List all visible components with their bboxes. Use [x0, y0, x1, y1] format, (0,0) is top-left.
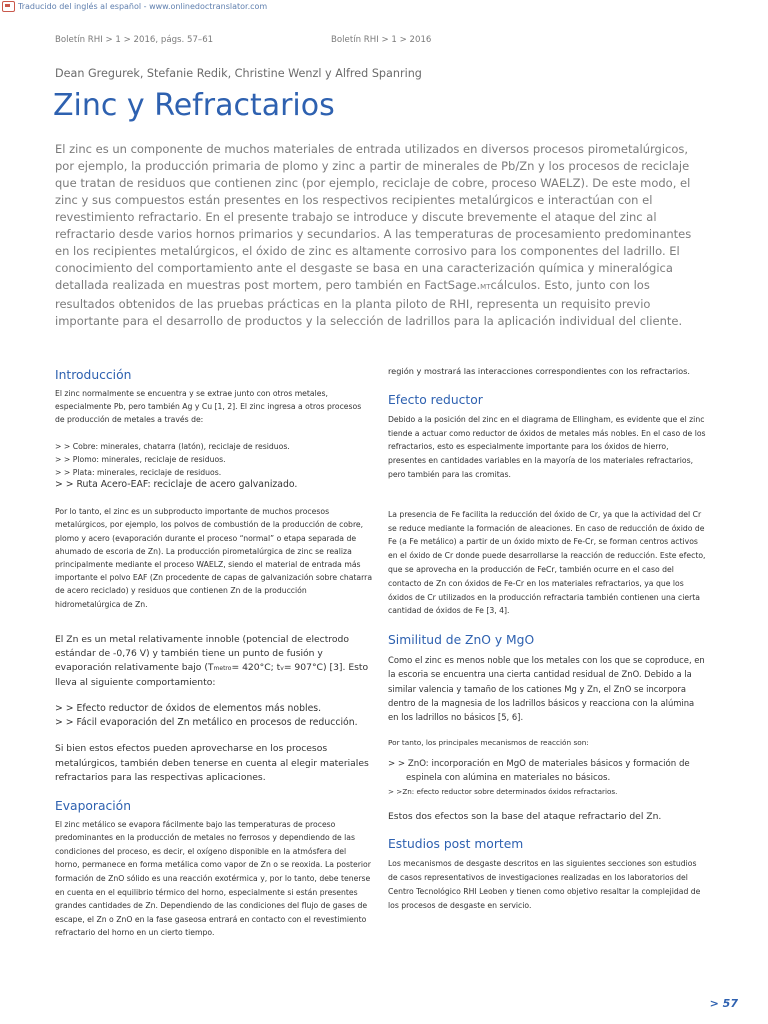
zinc-sources-list	[55, 440, 373, 492]
reductor-paragraph-2: La presencia de Fe facilita la reducción del óxido de Cr, ya que la actividad del Cr se reduce mediante la formación de aleaciones. En caso de reducción de óxido de Fe (a Fe metálico) a partir de un óxido mixto de Fe-Cr, se forman centros activos en el óxido de Cr donde puede desarrollarse la reacción de reducción. Este efecto, que se aprovecha en la producción de FeCr, también ocurre en el caso del contacto de Zn con óxidos de Fe-Cr en los materiales refractarios, ya que los óxidos de Cr utilizados en la producción refractaria también contienen una cierta cantidad de óxidos de Fe [3, 4].	[388, 509, 706, 616]
right-column	[388, 365, 706, 913]
list-item	[388, 758, 706, 785]
translation-banner-link[interactable]: Traducido del inglés al español - www.onlinedoctranslator.com	[18, 1, 268, 11]
abstract-text-1: El zinc es un componente de muchos materiales de entrada utilizados en diversos procesos pirometalúrgicos, por ejemplo, la producción primaria de plomo y zinc a partir de minerales de Pb/Zn y los procesos de reciclaje que tratan de residuos que contienen zinc (por ejemplo, reciclaje de cobre, proceso WAELZ). De este modo, el zinc y sus compuestos están presentes en los respectivos recipientes metalúrgicos e interactúan con el revestimiento refractario. En el presente trabajo se introduce y discute brevemente el ataque del zinc al refractario desde varios hornos primarios y secundarios. A las temperaturas de procesamiento predominantes en los recipientes metalúrgicos, el óxido de zinc es altamente corrosivo para los componentes del ladrillo. El conocimiento del comportamiento ante el desgaste se basa en una caracterización química y mineralógica detallada realizada en muestras post mortem, pero también en FactSage.	[55, 142, 692, 292]
mechanism-item-1-continued: espinela con alúmina en materiales no básicos.	[406, 772, 611, 783]
heading-efecto-reductor: Efecto reductor	[388, 392, 483, 407]
intro-paragraph-1: El zinc normalmente se encuentra y se extrae junto con otros metales, especialmente Pb, pero también Ag y Cu [1, 2]. El zinc ingresa a otros procesos de producción de metales a través de:	[55, 389, 362, 425]
list-item: > > Plomo: minerales, reciclaje de residuos.	[55, 454, 226, 464]
behaviour-list	[55, 702, 373, 731]
intro-paragraph-2: Por lo tanto, el zinc es un subproducto importante de muchos procesos metalúrgicos, por ejemplo, los polvos de combustión de la producción de cobre, plomo y acero (evaporación durante el proceso “normal” o etapa separada de ahumado de escoria de Zn). La producción pirometalúrgica de zinc se realiza principalmente mediante el proceso WAELZ, siendo el material de entrada más importante el polvo EAF (Zn procedente de capas de galvanización sobre chatarra de acero reciclado) y residuos que contienen Zn de la producción hidrometalúrgica de Zn.	[55, 507, 373, 609]
heading-similitud: Similitud de ZnO y MgO	[388, 633, 535, 648]
mechanism-list	[388, 758, 706, 797]
list-item: > > Plata: minerales, reciclaje de residuos.	[55, 468, 222, 478]
running-header-left: Boletín RHI > 1 > 2016, págs. 57–61	[55, 35, 214, 45]
evaporation-paragraph: El zinc metálico se evapora fácilmente bajo las temperaturas de proceso predominantes en la producción de metales no ferrosos y dependiendo de las condiciones del proceso, es decir, el oxígeno disponible en la atmósfera del horno, permanece en forma metálica como vapor de Zn o se reoxida. La posterior formación de ZnO sólido es una reacción exotérmica y, por lo tanto, debe tenerse en cuenta en el equilibrio térmico del horno, especialmente si están presentes grandes cantidades de Zn. Dependiendo de las condiciones del flujo de gases de escape, el Zn o ZnO en la fase gaseosa entrará en contacto con el revestimiento refractario del horno en un cierto tiempo.	[55, 819, 371, 938]
continued-paragraph: región y mostrará las interacciones correspondientes con los refractarios.	[388, 366, 691, 376]
mechanism-item-1: > > ZnO: incorporación en MgO de materiales básicos y formación de	[388, 759, 690, 770]
translation-banner[interactable]	[0, 0, 267, 12]
page-number: > 57	[709, 997, 738, 1010]
list-item: > > Efecto reductor de óxidos de elementos más nobles.	[55, 702, 322, 714]
list-item: > >Zn: efecto reductor sobre determinados óxidos refractarios.	[388, 786, 618, 796]
intro-paragraph-3	[55, 633, 373, 691]
intro-p3-text-b: = 420°C; t	[231, 662, 281, 674]
page-title: Zinc y Refractarios	[53, 88, 335, 123]
abstract-text-2: cálculos. Esto, junto con los resultados obtenidos de las pruebas prácticas en la planta piloto de RHI, representa un requisito previo importante para el desarrollo de productos y la selección de ladrillos para la aplicación individual del cliente.	[55, 278, 683, 328]
left-column	[55, 364, 373, 940]
authors-line: Dean Gregurek, Stefanie Redik, Christine Wenzl y Alfred Spanring	[55, 67, 422, 80]
list-item: > > Ruta Acero-EAF: reciclaje de acero galvanizado.	[55, 479, 298, 491]
intro-p3-text-c: = 907°C) [3]. Esto lleva al siguiente comportamiento:	[55, 662, 369, 689]
list-item: > > Fácil evaporación del Zn metálico en procesos de reducción.	[55, 717, 358, 729]
heading-evaporacion: Evaporación	[55, 798, 131, 813]
heading-post-mortem: Estudios post mortem	[388, 836, 524, 851]
intro-p3-text-a: El Zn es un metal relativamente innoble (potencial de electrodo estándar de -0,76 V) y también tiene un punto de fusión y evaporación relativamente bajo (T	[55, 633, 349, 674]
running-header-center: Boletín RHI > 1 > 2016	[331, 35, 432, 45]
abstract	[55, 141, 705, 330]
intro-paragraph-4: Si bien estos efectos pueden aprovecharse en los procesos metalúrgicos, también deben tenerse en cuenta al elegir materiales refractarios para las respectivas aplicaciones.	[55, 743, 369, 784]
abstract-superscript: MT	[480, 283, 491, 291]
similitud-paragraph-1: Como el zinc es menos noble que los metales con los que se coproduce, en la escoria se encuentra una cierta cantidad residual de ZnO. Debido a la similar valencia y tamaño de los cationes Mg y Zn, el ZnO se incorpora dentro de la magnesia de los ladrillos básicos y reacciona con la alúmina en los ladrillos no básicos [5, 6].	[388, 655, 705, 722]
translator-icon	[2, 1, 15, 12]
post-mortem-paragraph: Los mecanismos de desgaste descritos en las siguientes secciones son estudios de casos representativos de investigaciones realizadas en los laboratorios del Centro Tecnológico RHI Leoben y tienen como objetivo resaltar la complejidad de los procesos de desgaste en servicio.	[388, 858, 701, 910]
intro-p3-subscript-2: v	[280, 665, 284, 673]
heading-introduccion: Introducción	[55, 368, 132, 382]
reductor-paragraph-1: Debido a la posición del zinc en el diagrama de Ellingham, es evidente que el zinc tiende a actuar como reductor de óxidos de metales más nobles. En el caso de los refractarios, esto es especialmente importante para los óxidos de hierro, presentes en cantidades variables en la mayoría de los materiales refractarios, pero también para las cromitas.	[388, 414, 706, 479]
similitud-paragraph-3: Estos dos efectos son la base del ataque refractario del Zn.	[388, 810, 662, 822]
intro-p3-subscript-1: metro	[213, 665, 232, 673]
similitud-paragraph-2: Por tanto, los principales mecanismos de reacción son:	[388, 738, 589, 748]
list-item: > > Cobre: minerales, chatarra (latón), reciclaje de residuos.	[55, 441, 290, 451]
